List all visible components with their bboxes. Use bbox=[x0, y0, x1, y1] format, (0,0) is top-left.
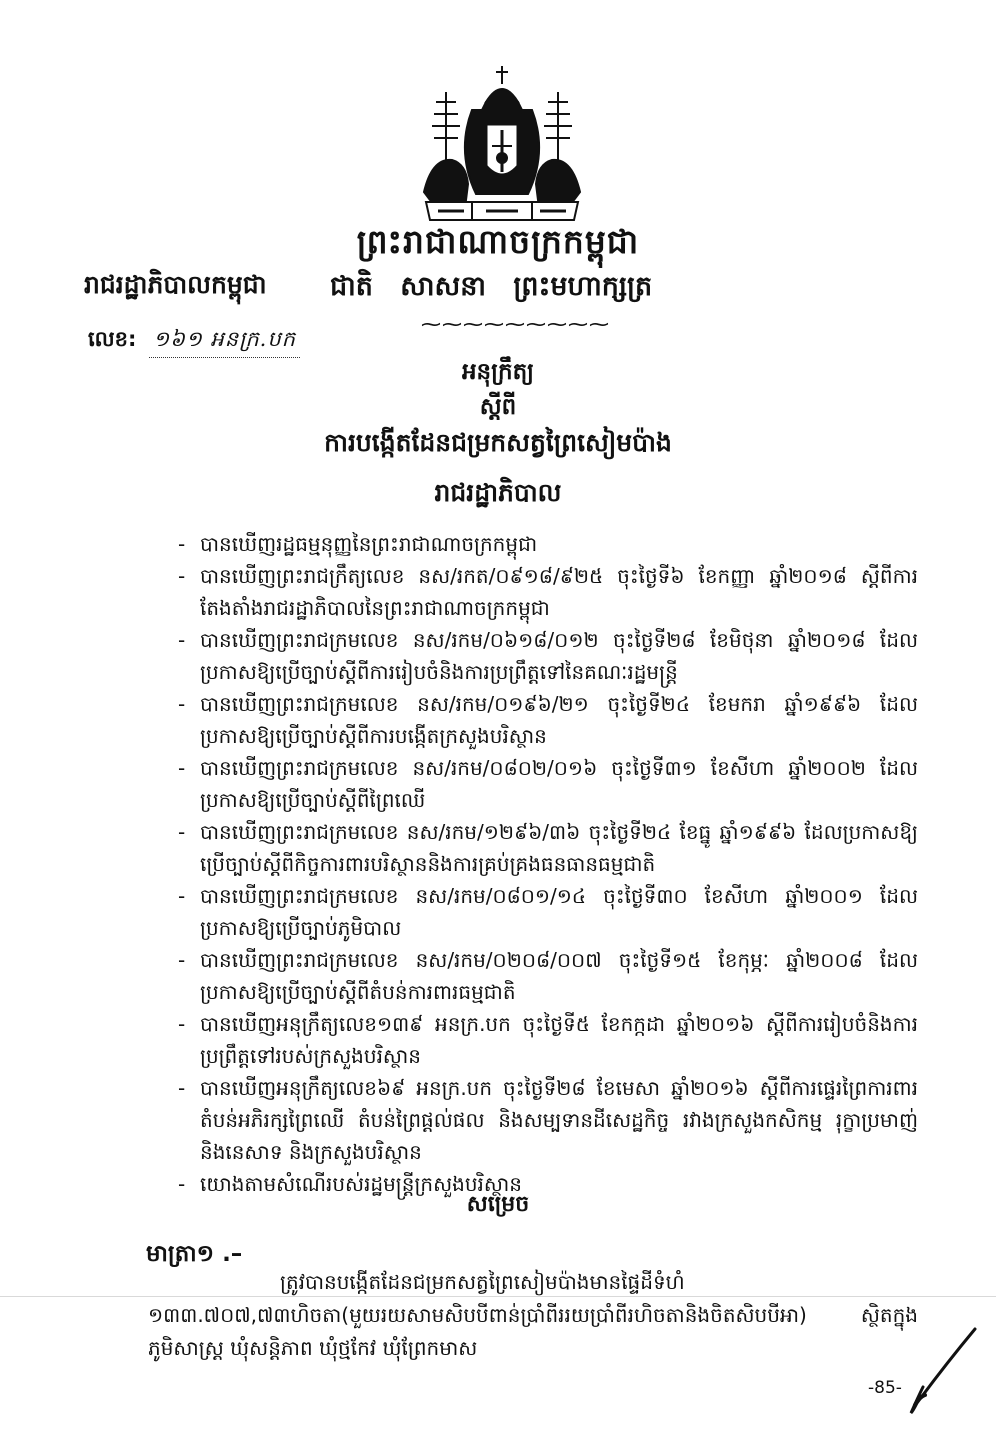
decision-heading: សម្រេច bbox=[466, 1192, 530, 1217]
list-item: - បានឃើញព្រះរាជក្រមលេខ នស/រកម/០៦១៨/០១២ ចុះថ្ងៃទី២៨ ខែមិថុនា ឆ្នាំ២០១៨ ដែលប្រកាសឱ្យប្រើច្បាប់ស្តីពីការរៀបចំនិងការប្រព្រឹត្តទៅនៃគណៈរដ្ឋមន្ត្រី bbox=[178, 624, 918, 688]
list-item: - យោងតាមសំណើរបស់រដ្ឋមន្ត្រីក្រសួងបរិស្ថាន bbox=[178, 1168, 918, 1200]
list-item-text: បានឃើញព្រះរាជក្រឹត្យលេខ នស/រកត/០៩១៨/៩២៥ ចុះថ្ងៃទី៦ ខែកញ្ញា ឆ្នាំ២០១៨ ស្តីពីការតែងតាំងរាជរដ្ឋាភិបាលនៃព្រះរាជាណាចក្រកម្ពុជា bbox=[200, 564, 918, 620]
list-item-text: បានឃើញព្រះរាជក្រមលេខ នស/រកម/០៦១៨/០១២ ចុះថ្ងៃទី២៨ ខែមិថុនា ឆ្នាំ២០១៨ ដែលប្រកាសឱ្យប្រើច្បាប់ស្តីពីការរៀបចំនិងការប្រព្រឹត្តទៅនៃគណៈរដ្ឋមន្ត្រី bbox=[200, 628, 918, 684]
list-item-text: បានឃើញព្រះរាជក្រមលេខ នស/រកម/០១៩៦/២១ ចុះថ្ងៃទី២៤ ខែមករា ឆ្នាំ១៩៩៦ ដែលប្រកាសឱ្យប្រើច្បាប់ស្តីពីការបង្កើតក្រសួងបរិស្ថាន bbox=[200, 692, 918, 748]
list-item-text: យោងតាមសំណើរបស់រដ្ឋមន្ត្រីក្រសួងបរិស្ថាន bbox=[200, 1172, 522, 1196]
list-item-text: បានឃើញអនុក្រឹត្យលេខ១៣៩ អនក្រ.បក ចុះថ្ងៃទី៥ ខែកក្កដា ឆ្នាំ២០១៦ ស្តីពីការរៀបចំនិងការប្រព្រឹត្តទៅរបស់ក្រសួងបរិស្ថាន bbox=[200, 1012, 918, 1068]
initial-mark-icon bbox=[905, 1325, 980, 1415]
list-item-text: បានឃើញព្រះរាជក្រមលេខ នស/រកម/១២៩៦/៣៦ ចុះថ្ងៃទី២៤ ខែធ្នូ ឆ្នាំ១៩៩៦ ដែលប្រកាសឱ្យប្រើច្បាប់ស្តីពីកិច្ចការពារបរិស្ថាននិងការគ្រប់គ្រងធនធានធម្មជាតិ bbox=[200, 820, 918, 876]
kingdom-title: ព្រះរាជាណាចក្រកម្ពុជា bbox=[356, 222, 640, 261]
list-item: - បានឃើញព្រះរាជក្រមលេខ នស/រកម/០១៩៦/២១ ចុះថ្ងៃទី២៤ ខែមករា ឆ្នាំ១៩៩៦ ដែលប្រកាសឱ្យប្រើច្បាប់ស្តីពីការបង្កើតក្រសួងបរិស្ថាន bbox=[178, 688, 918, 752]
ornament-divider: ⁓⁓⁓⁓⁓⁓⁓⁓⁓ bbox=[421, 312, 610, 336]
page-number: -85- bbox=[868, 1378, 902, 1398]
list-item-text: បានឃើញព្រះរាជក្រមលេខ នស/រកម/០២០៨/០០៧ ចុះថ្ងៃទី១៥ ខែកុម្ភៈ ឆ្នាំ២០០៨ ដែលប្រកាសឱ្យប្រើច្បាប់ស្តីពីតំបន់ការពារធម្មជាតិ bbox=[200, 948, 918, 1004]
decree-subject: ការបង្កើតដែនជម្រកសត្វព្រៃសៀមប៉ាង bbox=[324, 428, 672, 457]
issuing-authority: រាជរដ្ឋាភិបាល bbox=[434, 478, 562, 507]
list-item: - បានឃើញព្រះរាជក្រមលេខ នស/រកម/០២០៨/០០៧ ចុះថ្ងៃទី១៥ ខែកុម្ភៈ ឆ្នាំ២០០៨ ដែលប្រកាសឱ្យប្រើច្បាប់ស្តីពីតំបន់ការពារធម្មជាតិ bbox=[178, 944, 918, 1008]
list-item-text: បានឃើញរដ្ឋធម្មនុញ្ញនៃព្រះរាជាណាចក្រកម្ពុជា bbox=[200, 532, 538, 556]
article-body: ត្រូវបានបង្កើតដែនជម្រកសត្វព្រៃសៀមប៉ាងមានផ្ទៃដីទំហំ ១៣៣.៧០៧,៧៣ហិចតា(មួយរយសាមសិបបីពាន់ប្រាំពីររយប្រាំពីរហិចតានិងចិតសិបបីអា) ស្ថិតក្នុងភូមិសាស្ត្រ ឃុំសន្តិភាព ឃុំថ្មកែវ ឃុំព្រែកមាស bbox=[148, 1270, 918, 1360]
document-number-value: ១៦១ អនក្រ.បក bbox=[149, 326, 300, 358]
list-item: - បានឃើញព្រះរាជក្រឹត្យលេខ នស/រកត/០៩១៨/៩២៥ ចុះថ្ងៃទី៦ ខែកញ្ញា ឆ្នាំ២០១៨ ស្តីពីការតែងតាំងរាជរដ្ឋាភិបាលនៃព្រះរាជាណាចក្រកម្ពុជា bbox=[178, 560, 918, 624]
list-item-text: បានឃើញអនុក្រឹត្យលេខ៦៩ អនក្រ.បក ចុះថ្ងៃទី២៨ ខែមេសា ឆ្នាំ២០១៦ ស្តីពីការផ្ទេរព្រៃការពារ តំបន់អភិរក្សព្រៃឈើ តំបន់ព្រៃផ្តល់ផល និងសម្បទានដីសេដ្ឋកិច្ច រវាងក្រសួងកសិកម្ម រុក្ខាប្រមាញ់ និងនេសាទ និងក្រសួងបរិស្ថាន bbox=[200, 1076, 918, 1164]
list-item: - បានឃើញរដ្ឋធម្មនុញ្ញនៃព្រះរាជាណាចក្រកម្ពុជា bbox=[178, 528, 918, 560]
legal-references-list bbox=[178, 528, 918, 1200]
document-type: អនុក្រឹត្យ bbox=[461, 359, 535, 385]
list-item: - បានឃើញព្រះរាជក្រមលេខ នស/រកម/១២៩៦/៣៦ ចុះថ្ងៃទី២៤ ខែធ្នូ ឆ្នាំ១៩៩៦ ដែលប្រកាសឱ្យប្រើច្បាប់ស្តីពីកិច្ចការពារបរិស្ថាននិងការគ្រប់គ្រងធនធានធម្មជាតិ bbox=[178, 816, 918, 880]
document-number bbox=[88, 326, 300, 358]
list-item: - បានឃើញអនុក្រឹត្យលេខ៦៩ អនក្រ.បក ចុះថ្ងៃទី២៨ ខែមេសា ឆ្នាំ២០១៦ ស្តីពីការផ្ទេរព្រៃការពារ តំបន់អភិរក្សព្រៃឈើ តំបន់ព្រៃផ្តល់ផល និងសម្បទានដីសេដ្ឋកិច្ច រវាងក្រសួងកសិកម្ម រុក្ខាប្រមាញ់ និងនេសាទ និងក្រសួងបរិស្ថាន bbox=[178, 1072, 918, 1168]
document-number-label: លេខ: bbox=[88, 327, 137, 351]
list-item: - បានឃើញព្រះរាជក្រមលេខ នស/រកម/០៨០២/០១៦ ចុះថ្ងៃទី៣១ ខែសីហា ឆ្នាំ២០០២ ដែលប្រកាសឱ្យប្រើច្បាប់ស្តីពីព្រៃឈើ bbox=[178, 752, 918, 816]
about-label: ស្តីពី bbox=[479, 394, 517, 420]
list-item-text: បានឃើញព្រះរាជក្រមលេខ នស/រកម/០៨០២/០១៦ ចុះថ្ងៃទី៣១ ខែសីហា ឆ្នាំ២០០២ ដែលប្រកាសឱ្យប្រើច្បាប់ស្តីពីព្រៃឈើ bbox=[200, 756, 918, 812]
royal-coat-of-arms-icon bbox=[416, 62, 588, 224]
list-item-text: បានឃើញព្រះរាជក្រមលេខ នស/រកម/០៨០១/១៤ ចុះថ្ងៃទី៣០ ខែសីហា ឆ្នាំ២០០១ ដែលប្រកាសឱ្យប្រើច្បាប់ភូមិបាល bbox=[200, 884, 918, 940]
issuing-government: រាជរដ្ឋាភិបាលកម្ពុជា bbox=[84, 270, 267, 299]
list-item: - បានឃើញព្រះរាជក្រមលេខ នស/រកម/០៨០១/១៤ ចុះថ្ងៃទី៣០ ខែសីហា ឆ្នាំ២០០១ ដែលប្រកាសឱ្យប្រើច្បាប់ភូមិបាល bbox=[178, 880, 918, 944]
article-title: មាត្រា១ .– bbox=[146, 1241, 243, 1267]
list-item: - បានឃើញអនុក្រឹត្យលេខ១៣៩ អនក្រ.បក ចុះថ្ងៃទី៥ ខែកក្កដា ឆ្នាំ២០១៦ ស្តីពីការរៀបចំនិងការប្រព្រឹត្តទៅរបស់ក្រសួងបរិស្ថាន bbox=[178, 1008, 918, 1072]
national-motto: ជាតិ សាសនា ព្រះមហាក្សត្រ bbox=[330, 271, 653, 302]
